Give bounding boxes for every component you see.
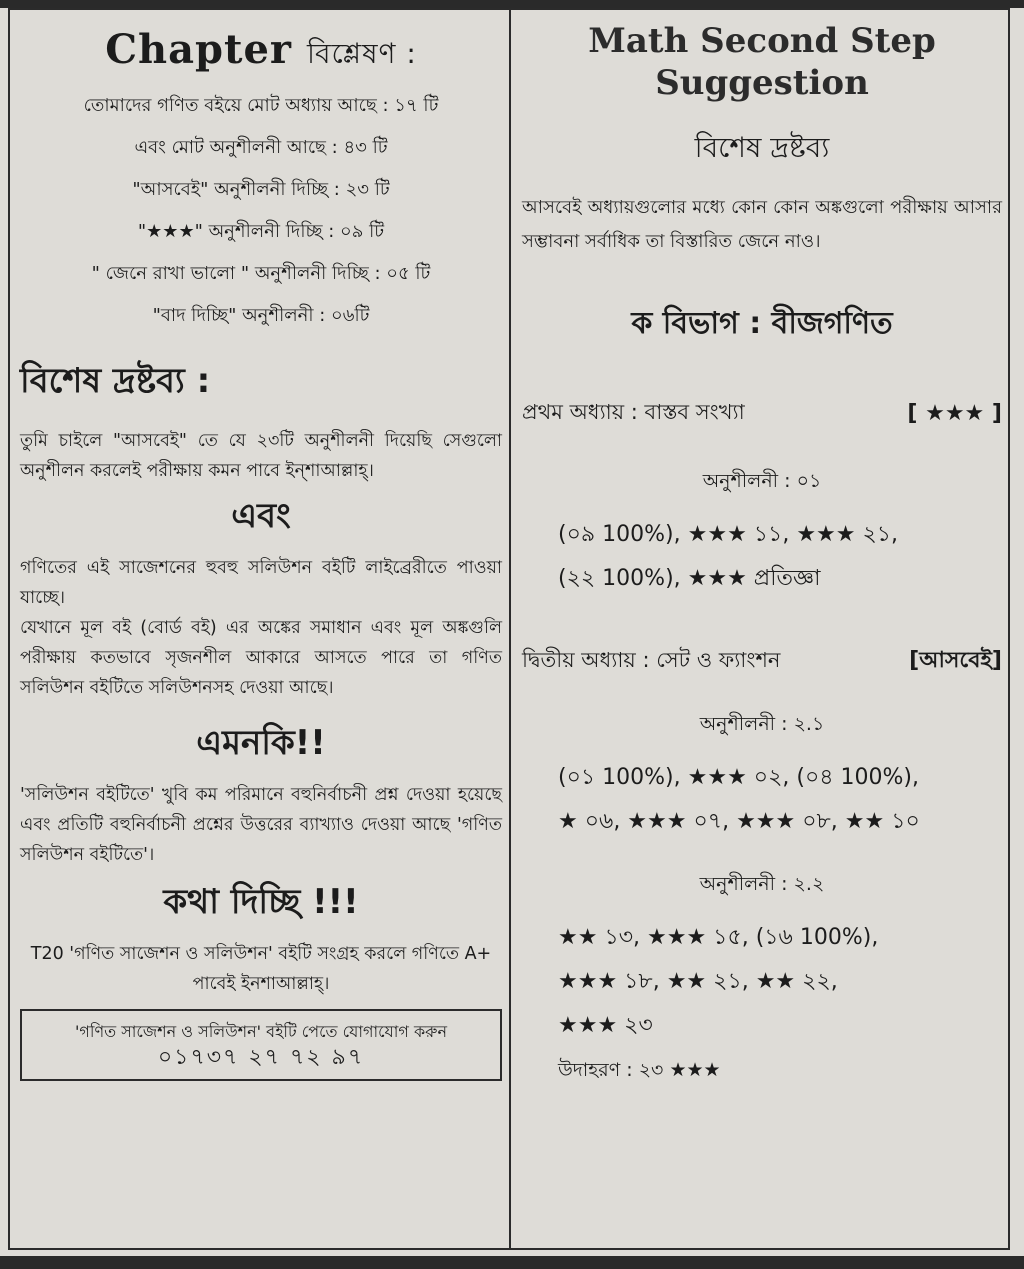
stat-total-exercises: এবং মোট অনুশীলনী আছে : ৪৩ টি (134, 137, 388, 158)
chapter-2-heading (522, 643, 1002, 680)
suggestion-title (522, 20, 1002, 104)
suggestion-title-line2: Suggestion (655, 63, 869, 103)
contact-text: 'গণিত সাজেশন ও সলিউশন' বইটি পেতে যোগাযোগ করুন (74, 1022, 447, 1041)
suggestion-title-line1: Math Second Step (588, 21, 936, 61)
even-heading: এমনকি!! (196, 723, 326, 763)
chapter-analysis-title (20, 26, 502, 79)
stat-asbei: "আসবেই" অনুশীলনী দিচ্ছি : ২৩ টি (132, 179, 390, 200)
example-line: উদাহরণ : ২৩ ★★★ (558, 1059, 721, 1081)
bottom-border (0, 1256, 1024, 1269)
exercise-2-1-line-2: ★ ০৬, ★★★ ০৭, ★★★ ০৮, ★★ ১০ (558, 809, 920, 834)
exercise-2-2-line-1: ★★ ১৩, ★★★ ১৫, (১৬ 100%), (558, 925, 879, 950)
left-column (20, 20, 502, 1081)
promise-paragraph: T20 'গণিত সাজেশন ও সলিউশন' বইটি সংগ্রহ করলে গণিতে A+ পাবেই ইনশাআল্লাহ্‌। (30, 944, 492, 994)
exercise-1-line-1: (০৯ 100%), ★★★ ১১, ★★★ ২১, (558, 522, 899, 547)
exercise-2-2-line-2: ★★★ ১৮, ★★ ২১, ★★ ২২, (558, 969, 838, 994)
exercise-1-line-2: (২২ 100%), ★★★ প্রতিজ্ঞা (558, 566, 821, 591)
chapter-1-title: প্রথম অধ্যায় : বাস্তব সংখ্যা (522, 400, 745, 424)
special-note-paragraph: তুমি চাইলে "আসবেই" তে যে ২৩টি অনুশীলনী দিয়েছি সেগুলো অনুশীলন করলেই পরীক্ষায় কমন পাবে ইন্‌শাআল্লাহ্‌। (20, 431, 502, 481)
special-note-heading: বিশেষ দ্রষ্টব্য : (20, 361, 211, 401)
chapter-title-bn: বিশ্লেষণ : (306, 37, 417, 70)
stat-skip: "বাদ দিচ্ছি" অনুশীলনী : ০৬টি (152, 305, 370, 326)
stat-three-star: "★★★" অনুশীলনী দিচ্ছি : ০৯ টি (137, 221, 385, 242)
exercise-1-label: অনুশীলনী : ০১ (702, 470, 822, 492)
exercise-2-2-label: অনুশীলনী : ২.২ (699, 873, 825, 895)
stat-total-chapters: তোমাদের গণিত বইয়ে মোট অধ্যায় আছে : ১৭ টি (83, 95, 439, 116)
right-column (522, 20, 1002, 1092)
stat-good-to-know: " জেনে রাখা ভালো " অনুশীলনী দিচ্ছি : ০৫ টি (91, 263, 431, 284)
chapter-1-tag: [ ★★★ ] (907, 401, 1002, 426)
right-note-heading: বিশেষ দ্রষ্টব্য (694, 131, 830, 164)
top-border (0, 0, 1024, 8)
exercise-2-2-line-3: ★★★ ২৩ (558, 1013, 653, 1038)
contact-phone: ০১৭৩৭ ২৭ ৭২ ৯৭ (157, 1045, 365, 1070)
chapter-2-title: দ্বিতীয় অধ্যায় : সেট ও ফ্যাংশন (522, 648, 781, 672)
and-paragraph-2: যেখানে মূল বই (বোর্ড বই) এর অঙ্কের সমাধান এবং মূল অঙ্কগুলি পরীক্ষায় কতভাবে সৃজনশীল আকারে আসতে পারে তা গণিত সলিউশন বইটিতে সলিউশনসহ দেওয়া আছে। (20, 618, 502, 698)
even-paragraph: 'সলিউশন বইটিতে' খুবি কম পরিমানে বহুনির্বাচনী প্রশ্ন দেওয়া হয়েছে এবং প্রতিটি বহুনির্বাচনী প্রশ্নের উত্তরের ব্যাখ্যাও দেওয়া আছে 'গণিত সলিউশন বইটিতে'। (20, 785, 502, 865)
exercise-2-1-line-1: (০১ 100%), ★★★ ০২, (০৪ 100%), (558, 765, 920, 790)
section-algebra-heading: ক বিভাগ : বীজগণিত (631, 306, 893, 341)
chapter-1-heading (522, 396, 1002, 431)
column-divider (509, 8, 511, 1250)
and-paragraph-1: গণিতের এই সাজেশনের হুবহু সলিউশন বইটি লাইব্রেরীতে পাওয়া যাচ্ছে। (20, 558, 502, 608)
contact-box (20, 1009, 502, 1081)
chapter-2-tag: [আসবেই] (909, 648, 1002, 673)
right-note-text: আসবেই অধ্যায়গুলোর মধ্যে কোন কোন অঙ্কগুলো পরীক্ষায় আসার সম্ভাবনা সর্বাধিক তা বিস্তারিত জেনে নাও। (522, 197, 1002, 252)
promise-heading: কথা দিচ্ছি !!! (163, 882, 359, 922)
chapter-title-en: Chapter (105, 26, 293, 73)
exercise-2-1-label: অনুশীলনী : ২.১ (699, 713, 825, 735)
and-heading: এবং (231, 496, 291, 536)
